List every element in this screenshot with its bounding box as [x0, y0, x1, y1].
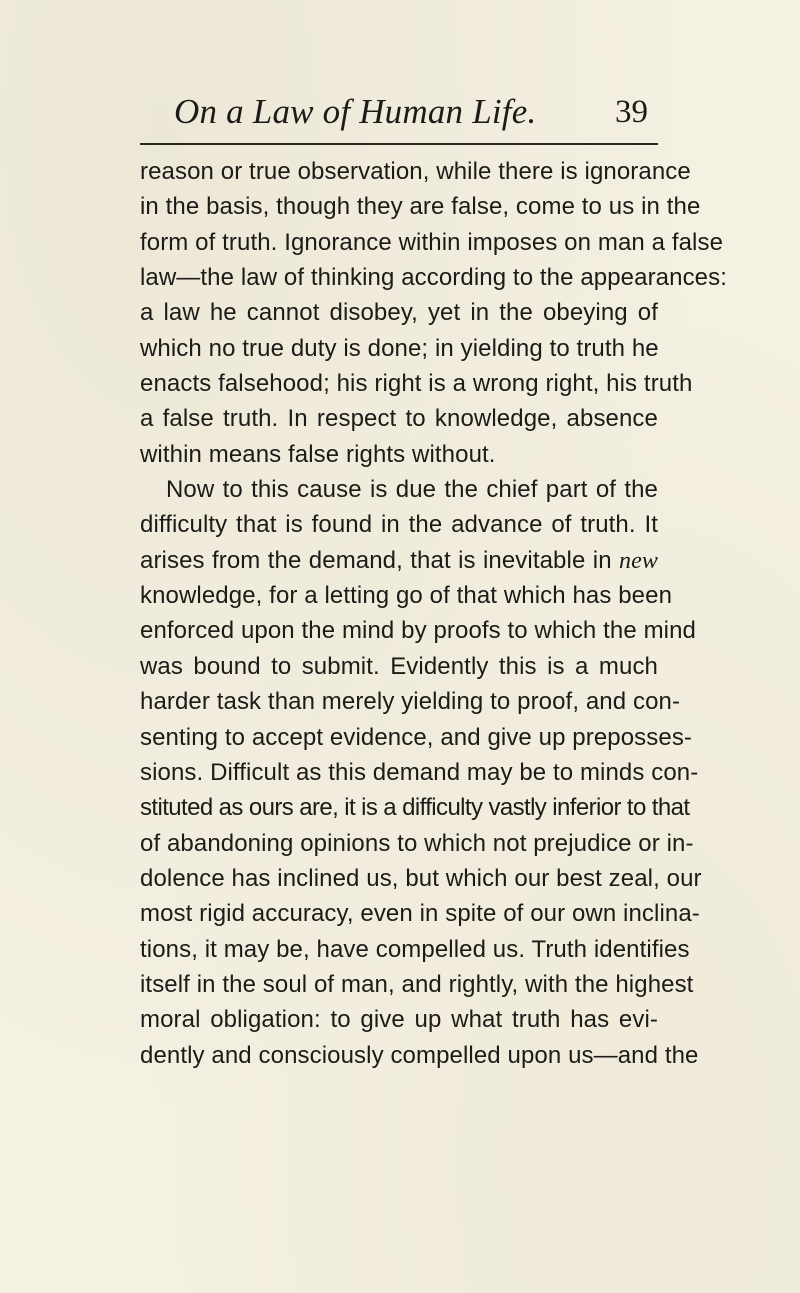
- text-line: in the basis, though they are false, come to us in the: [140, 193, 701, 221]
- text-line: enacts falsehood; his right is a wrong right, his truth: [140, 370, 693, 398]
- text-line-with-italic: [140, 543, 658, 578]
- text-line: dently and consciously compelled upon us—and the: [140, 1041, 699, 1069]
- text-line: within means false rights without.: [140, 440, 496, 468]
- text-line: tions, it may be, have compelled us. Truth identifies: [140, 935, 690, 963]
- text-line: Now to this cause is due the chief part of the: [166, 476, 658, 504]
- body-text: [140, 154, 727, 1073]
- text-line: enforced upon the mind by proofs to which the mind: [140, 617, 696, 645]
- text-line: most rigid accuracy, even in spite of our own inclina-: [140, 900, 700, 928]
- text-line: a false truth. In respect to knowledge, absence: [140, 405, 658, 433]
- page-header: [140, 92, 658, 136]
- running-title: On a Law of Human Life.: [174, 92, 537, 131]
- text-line: of abandoning opinions to which not prejudice or in-: [140, 829, 694, 857]
- header-rule: [140, 143, 658, 145]
- text-line: a law he cannot disobey, yet in the obeying of: [140, 299, 658, 327]
- text-line: form of truth. Ignorance within imposes on man a false: [140, 228, 724, 256]
- italic-word: new: [619, 547, 658, 574]
- page-number: 39: [615, 94, 648, 130]
- text-line: senting to accept evidence, and give up preposses-: [140, 723, 693, 751]
- text-line: harder task than merely yielding to proof, and con-: [140, 688, 681, 716]
- text-line: itself in the soul of man, and rightly, with the highest: [140, 970, 694, 998]
- text-segment: arises from the demand, that is inevitable in: [140, 546, 612, 574]
- text-line: which no true duty is done; in yielding to truth he: [140, 334, 659, 362]
- text-line: sions. Difficult as this demand may be to minds con-: [140, 758, 699, 786]
- text-line: stituted as ours are, it is a difficulty vastly inferior to that: [140, 794, 690, 822]
- text-line: dolence has inclined us, but which our best zeal, our: [140, 864, 702, 892]
- text-line: law—the law of thinking according to the appearances:: [140, 264, 727, 292]
- text-line: difficulty that is found in the advance of truth. It: [140, 511, 658, 539]
- text-line: was bound to submit. Evidently this is a much: [140, 652, 658, 680]
- text-line: knowledge, for a letting go of that which has been: [140, 582, 673, 610]
- text-line: reason or true observation, while there is ignorance: [140, 158, 691, 185]
- text-line: moral obligation: to give up what truth has evi-: [140, 1006, 658, 1034]
